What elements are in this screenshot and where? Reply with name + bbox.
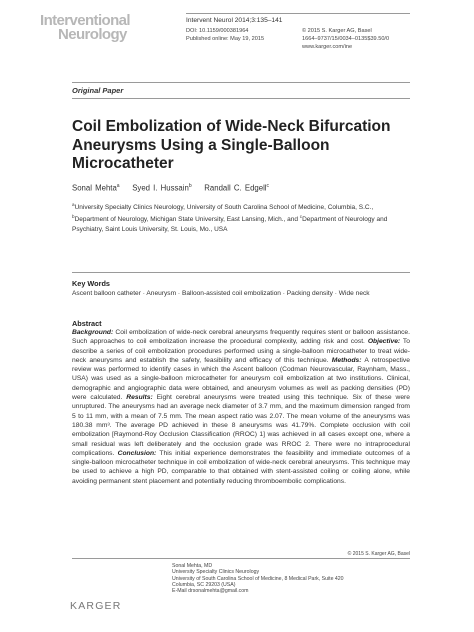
author-sup: c (266, 183, 270, 189)
keywords-heading: Key Words (72, 279, 110, 288)
doi[interactable]: DOI: 10.1159/000381964 (186, 28, 249, 34)
journal-meta-left (186, 17, 282, 43)
affiliations (72, 200, 410, 234)
abstract-label-background: Background: (72, 329, 114, 336)
affiliation-sup: b (72, 214, 75, 220)
affiliation-text: Department of Neurology, Michigan State University, East Lansing, Mich., and (74, 216, 300, 224)
journal-logo (40, 14, 170, 42)
abstract-text: Coil embolization of wide-neck cerebral aneurysms frequently requires stent or balloon assistance. Such approaches to coil embolization increase the procedural complexity, adding risk and cost. (72, 329, 410, 346)
correspondence-line: Columbia, SC 29203 (USA) (172, 581, 236, 588)
journal-logo-line2: Neurology (58, 26, 127, 43)
abstract-text: To describe a series of coil embolization procedures performed using a single-balloon microcatheter to treat wide-neck aneurysms and establish the safety, feasibility and efficacy of this technique. (72, 338, 410, 364)
publisher-logo: KARGER (70, 600, 122, 612)
affiliation-sup: c (299, 214, 303, 220)
author-list (72, 183, 269, 193)
abstract-text: This initial experience demonstrates the feasibility and immediate outcomes of a single-balloon microcatheter technique in coil embolization of wide-neck cerebral aneurysms. This technique may be used to achieve a high PD, comparable to that obtained with stent-assisted coiling or coiling alone, while avoiding permanent stent placement and potentially reducing thromboembolic complications. (72, 449, 410, 485)
abstract-body (72, 328, 410, 486)
keywords-text: Ascent balloon catheter · Aneurysm · Balloon-assisted coil embolization · Packing density · Wide neck (72, 290, 370, 297)
footer-rule (72, 558, 410, 559)
affiliation-text: Department of Neurology and Psychiatry, Saint Louis University, St. Louis, Mo., USA (72, 216, 388, 233)
published-date: Published online: May 19, 2015 (186, 36, 265, 42)
affiliation-text: University Specialty Clinics Neurology, University of South Carolina School of Medicine, Columbia, S.C., (74, 204, 374, 212)
journal-meta-right (302, 27, 389, 51)
issn: 1664–9737/15/0034–0135$39.50/0 (302, 36, 390, 42)
correspondence-line: University of South Carolina School of Medicine, 8 Medical Park, Suite 420 (172, 575, 344, 582)
section-rule-bottom (72, 98, 410, 99)
keywords-rule (72, 272, 410, 273)
affiliation-sup: a (72, 202, 75, 207)
copyright-line: © 2015 S. Karger AG, Basel (302, 28, 372, 34)
correspondence-email[interactable]: E-Mail drsonalmehta@gmail.com (172, 588, 249, 595)
header-rule (186, 13, 410, 14)
abstract-label-methods: Methods: (331, 356, 362, 364)
correspondence-block (172, 563, 344, 594)
author-name[interactable]: Randall C. Edgell (204, 183, 267, 193)
journal-website-link[interactable]: www.karger.com/ine (302, 44, 353, 50)
correspondence-line: University Specialty Clinics Neurology (172, 569, 260, 576)
citation: Intervent Neurol 2014;3:135–141 (186, 17, 283, 24)
abstract-label-objective: Objective: (367, 338, 401, 346)
abstract-copyright: © 2015 S. Karger AG, Basel (347, 551, 410, 557)
abstract-text: Eight cerebral aneurysms were treated using this technique. Six of these were unruptured. The aneurysms had an average neck diameter of 3.7 mm, and the maximum dimension ranged from 5 to 11 mm, with a mean of 7.5 mm. The mean aspect ratio was 2.07. The mean volume of the aneurysms was 180.38 mm³. The average PD achieved in these 8 aneurysms was 41.79%. Complete occlusion with coil embolization [Raymond-Roy Occlusion Classification (RROC) 1] was achieved in all cases except one, where a small residual was left deliberately and the occlusion grade was RROC 2. There were no intraprocedural complications. (72, 394, 411, 457)
correspondence-line: Sonal Mehta, MD (172, 563, 213, 569)
paper-title: Coil Embolization of Wide-Neck Bifurcation Aneurysms Using a Single-Balloon Microcatheter (72, 118, 391, 172)
author-name[interactable]: Sonal Mehta (72, 183, 117, 193)
author-name[interactable]: Syed I. Hussain (132, 183, 189, 193)
author-sup: a (116, 183, 120, 189)
abstract-label-conclusion: Conclusion: (117, 449, 157, 457)
journal-logo-line1: Interventional (40, 12, 130, 29)
author-sup: b (188, 183, 192, 189)
abstract-label-results: Results: (126, 394, 153, 402)
abstract-heading: Abstract (72, 319, 102, 328)
section-label: Original Paper (72, 86, 124, 95)
section-rule-top (72, 82, 410, 83)
abstract-text: A retrospective review was performed to identify cases in which the Ascent balloon (Codman Neurovascular, Raynham, Mass., USA) was used as a single-balloon microcatheter for aneurysm coil embolization at two institutions. Clinical, demographic and angiographic data were obtained, and aneurysm volumes as well as packing densities (PD) were calculated. (72, 356, 410, 402)
